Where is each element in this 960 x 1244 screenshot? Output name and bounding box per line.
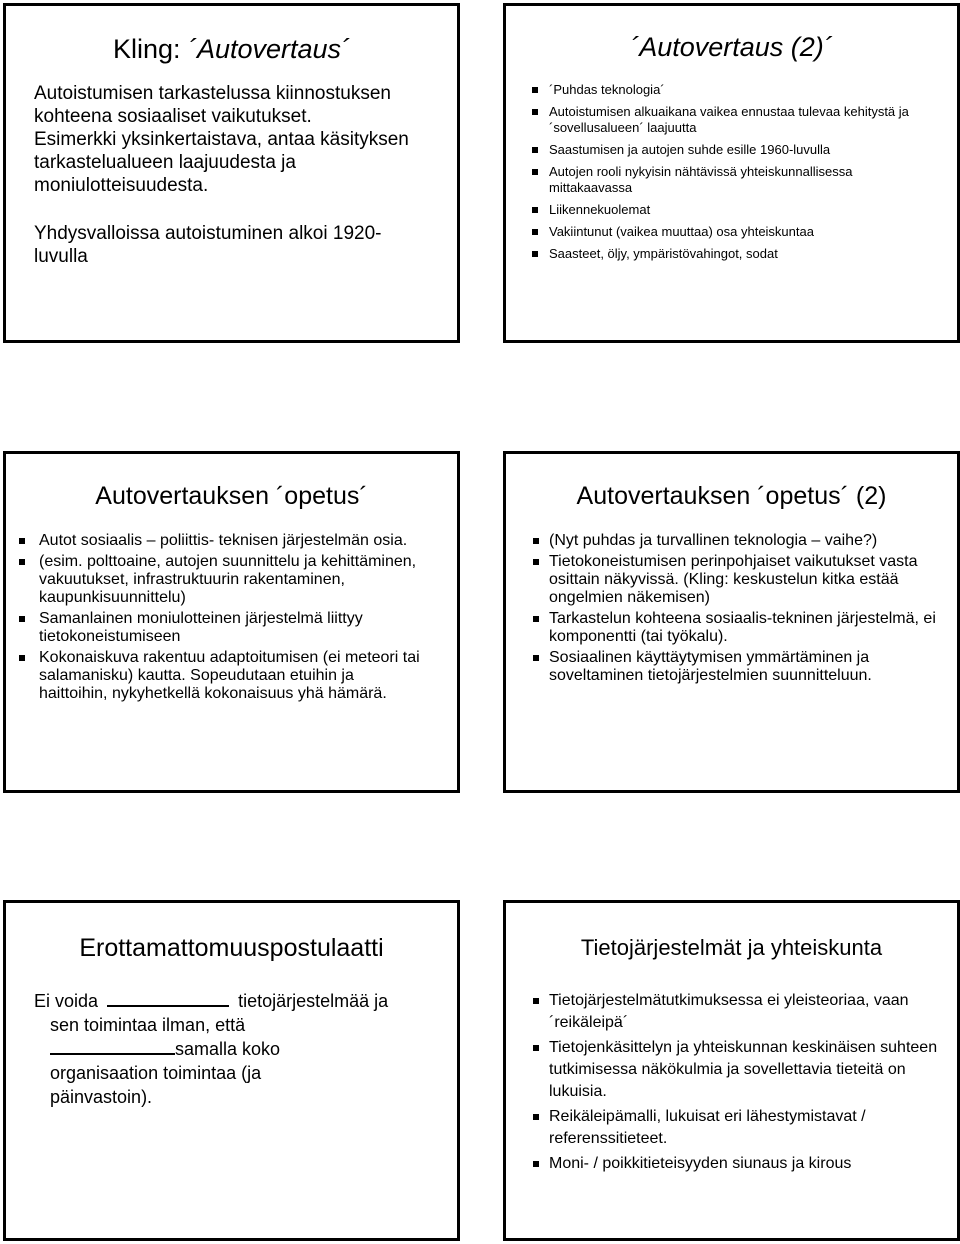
slide-autovertaus-2 (503, 3, 960, 343)
list-item: Liikennekuolemat (518, 202, 933, 218)
bullet-list (518, 532, 938, 688)
bullet-list (518, 990, 938, 1178)
slide-autovertauksen-opetus (3, 451, 460, 793)
bullet-list (518, 82, 933, 268)
list-item: Autoistumisen alkuaikana vaikea ennustaa tulevaa kehitystä ja ´sovellusalueen´ laajuutta (518, 104, 933, 136)
paragraph: Autoistumisen tarkastelussa kiinnostuksen kohteena sosiaaliset vaikutukset. (34, 83, 391, 127)
text-line: organisaation toimintaa (ja (50, 1063, 262, 1083)
text-line: sen toimintaa ilman, että (50, 1015, 246, 1035)
slide-body (34, 989, 444, 1109)
list-item: Tietojenkäsittelyn ja yhteiskunnan keskinäisen suhteen tutkimisessa näkökulmia ja sovellettavia tieteitä on lukuisia. (518, 1037, 938, 1103)
fill-in-blank (50, 1039, 175, 1055)
text-line (34, 1037, 444, 1061)
slide-title: Autovertauksen ´opetus´ (95, 482, 368, 510)
slide-title: Erottamattomuuspostulaatti (79, 934, 384, 962)
list-item: ´Puhdas teknologia´ (518, 82, 933, 98)
list-item: (esim. polttoaine, autojen suunnittelu ja kehittäminen, vakuutukset, infrastruktuurin rakentaminen, kaupunkisuunnittelu) (18, 553, 423, 607)
slide-title: Autovertauksen ´opetus´ (2) (576, 482, 887, 510)
slide-kling-autovertaus (3, 3, 460, 343)
list-item: Moni- / poikkitieteisyyden siunaus ja kirous (518, 1153, 938, 1175)
list-item: Sosiaalinen käyttäytymisen ymmärtäminen ja soveltaminen tietojärjestelmien suunnitteluun. (518, 649, 938, 685)
slide-erottamattomuuspostulaatti (3, 900, 460, 1241)
text-line: päinvastoin). (50, 1087, 153, 1107)
list-item: (Nyt puhdas ja turvallinen teknologia – vaihe?) (518, 532, 938, 550)
bullet-list (18, 532, 423, 706)
text-segment: tietojärjestelmää ja (238, 991, 389, 1011)
list-item: Reikäleipämalli, lukuisat eri lähestymistavat / referenssitieteet. (518, 1106, 938, 1150)
list-item: Tietojärjestelmätutkimuksessa ei yleisteoriaa, vaan ´reikäleipä´ (518, 990, 938, 1034)
list-item: Saasteet, öljy, ympäristövahingot, sodat (518, 246, 933, 262)
title-prefix: Kling: (112, 34, 188, 64)
title-italic: ´Autovertaus´ (187, 34, 351, 64)
list-item: Vakiintunut (vaikea muuttaa) osa yhteiskuntaa (518, 224, 933, 240)
slide-title (6, 34, 457, 65)
paragraph: Esimerkki yksinkertaistava, antaa käsityksen tarkastelualueen laajuudesta ja moniulotteisuudesta. (34, 129, 409, 196)
fill-in-blank (107, 991, 229, 1007)
paragraph: Yhdysvalloissa autoistuminen alkoi 1920-luvulla (34, 223, 382, 267)
slide-tietojarjestelmat-ja-yhteiskunta (503, 900, 960, 1241)
slide-autovertauksen-opetus-2 (503, 451, 960, 793)
text-segment: samalla koko (175, 1039, 281, 1059)
list-item: Samanlainen moniulotteinen järjestelmä liittyy tietokoneistumiseen (18, 610, 423, 646)
list-item: Saastumisen ja autojen suhde esille 1960-luvulla (518, 142, 933, 158)
slide-title: Tietojärjestelmät ja yhteiskunta (580, 935, 883, 960)
list-item: Autot sosiaalis – poliittis- teknisen järjestelmän osia. (18, 532, 423, 550)
text-segment: Ei voida (34, 991, 99, 1011)
list-item: Tietokoneistumisen perinpohjaiset vaikutukset vasta osittain näkyvissä. (Kling: keskustelun kitka estää ongelmien näkemisen) (518, 553, 938, 607)
slide-body (34, 82, 439, 268)
list-item: Kokonaiskuva rakentuu adaptoitumisen (ei meteori tai salamanisku) kautta. Sopeudutaan etuihin ja haittoihin, nykyhetkellä kokonaisuus yhä hämärä. (18, 649, 423, 703)
list-item: Tarkastelun kohteena sosiaalis-tekninen järjestelmä, ei komponentti (tai työkalu). (518, 610, 938, 646)
slide-title: ´Autovertaus (2)´ (630, 32, 833, 62)
list-item: Autojen rooli nykyisin nähtävissä yhteiskunnallisessa mittakaavassa (518, 164, 933, 196)
text-line (34, 989, 444, 1013)
